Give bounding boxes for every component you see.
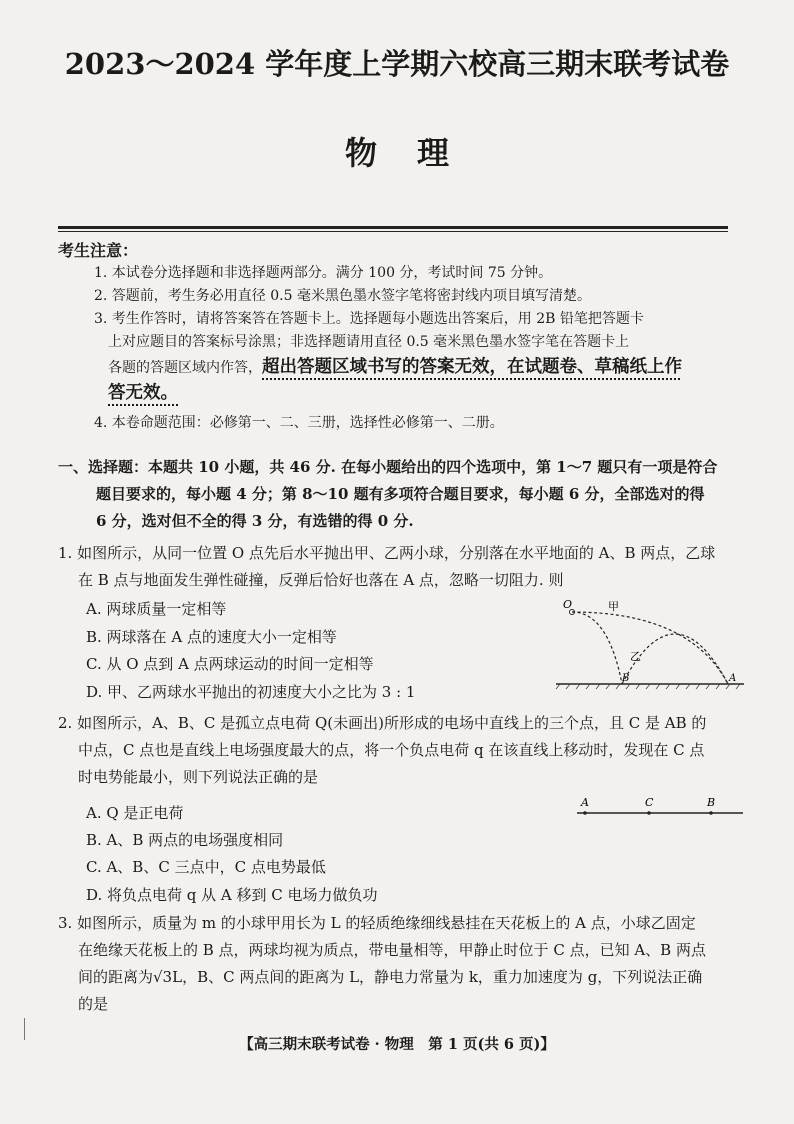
point-b <box>709 811 713 815</box>
question-2-stem <box>58 710 748 791</box>
trajectory-yi-first <box>572 612 622 684</box>
question-1-stem-line2: 在 B 点与地面发生弹性碰撞，反弹后恰好也落在 A 点，忽略一切阻力. 则 <box>78 571 564 589</box>
notice-item-3-line1: 3. 考生作答时，请将答案答在答题卡上。选择题每小题选出答案后，用 2B 铅笔把答题卡 <box>94 311 644 327</box>
label-c: C <box>645 796 654 809</box>
label-b: B <box>707 796 716 809</box>
question-1-option-c[interactable]: C. 从 O 点到 A 点两球运动的时间一定相等 <box>86 655 374 673</box>
trajectory-jia <box>572 612 728 684</box>
question-2-option-b[interactable]: B. A、B 两点的电场强度相同 <box>86 831 284 849</box>
notice-item-3-text: 各题的答题区域内作答， <box>108 360 262 376</box>
field-line-diagram <box>575 793 745 823</box>
question-2-stem-line1: 2. 如图所示，A、B、C 是孤立点电荷 Q(未画出)所形成的电场中直线上的三个点，且 C 是 AB 的 <box>58 714 707 732</box>
question-1-stem <box>58 540 748 594</box>
section-line-1: 一、选择题：本题共 10 小题，共 46 分. 在每小题给出的四个选项中，第 1～7 题只有一项是符合 <box>58 458 718 476</box>
projectile-diagram <box>550 594 750 694</box>
notice-item-2: 2. 答题前，考生务必用直径 0.5 毫米黑色墨水签字笔将密封线内项目填写清楚。 <box>94 288 591 304</box>
notice-item-4-prefix: 4. 本卷命题范围： <box>94 415 210 431</box>
label-yi: 乙 <box>630 650 641 663</box>
section-line-3: 6 分，选对但不全的得 3 分，有选错的得 0 分. <box>96 512 414 530</box>
label-o: O <box>563 598 573 611</box>
notice-item-1: 1. 本试卷分选择题和非选择题两部分。满分 100 分，考试时间 75 分钟。 <box>94 265 553 281</box>
header-divider-thin <box>58 231 728 232</box>
question-3-stem-line2: 在绝缘天花板上的 B 点，两球均视为质点，带电量相等，甲静止时位于 C 点，已知 A、B 两点 <box>78 941 706 959</box>
question-2-option-c[interactable]: C. A、B、C 三点中，C 点电势最低 <box>86 858 326 876</box>
question-1-option-d[interactable]: D. 甲、乙两球水平抛出的初速度大小之比为 3 : 1 <box>86 683 416 701</box>
question-1-option-a[interactable]: A. 两球质量一定相等 <box>86 600 227 618</box>
question-2-stem-line3: 时电势能最小，则下列说法正确的是 <box>78 768 319 786</box>
label-jia: 甲 <box>608 600 619 613</box>
notice-emphasis-1: 超出答题区域书写的答案无效，在试题卷、草稿纸上作 <box>262 357 682 377</box>
notice-item-3-line4 <box>94 380 744 406</box>
notice-list <box>94 262 744 435</box>
question-3-stem <box>58 910 748 1018</box>
notice-item-4 <box>94 412 744 435</box>
notice-heading: 考生注意： <box>58 241 139 260</box>
notice-item-3-line3 <box>94 354 744 380</box>
question-2-stem-line2: 中点，C 点也是直线上电场强度最大的点，将一个负点电荷 q 在该直线上移动时，发现在 C 点 <box>78 741 705 759</box>
question-2-option-d[interactable]: D. 将负点电荷 q 从 A 移到 C 电场力做负功 <box>86 886 378 904</box>
question-1-option-b[interactable]: B. 两球落在 A 点的速度大小一定相等 <box>86 628 337 646</box>
label-a: A <box>729 673 737 684</box>
section-line-2: 题目要求的，每小题 4 分；第 8～10 题有多项符合题目要求，每小题 6 分，全部选对的得 <box>96 485 705 503</box>
section-choice-heading <box>58 454 748 535</box>
notice-item-3 <box>94 308 744 406</box>
point-a <box>583 811 587 815</box>
question-3-stem-line3: 间的距离为√3L，B、C 两点间的距离为 L，静电力常量为 k，重力加速度为 g，下列说法正确 <box>78 968 703 986</box>
question-2-option-a[interactable]: A. Q 是正电荷 <box>86 804 184 822</box>
label-b: B <box>622 673 630 684</box>
question-1-stem-line1: 1. 如图所示，从同一位置 O 点先后水平抛出甲、乙两小球，分别落在水平地面的 A、B 两点，乙球 <box>58 544 716 562</box>
label-a: A <box>581 796 589 809</box>
subject-title: 物理 <box>344 134 489 172</box>
notice-item-3-line2: 上对应题目的答案标号涂黑；非选择题请用直径 0.5 毫米黑色墨水签字笔在答题卡上 <box>108 334 630 350</box>
notice-item-4-scope: 必修第一、二、三册，选择性必修第一、二册。 <box>209 415 504 431</box>
exam-title: 2023～2024 学年度上学期六校高三期末联考试卷 <box>64 47 730 81</box>
point-c <box>647 811 651 815</box>
page-footer: 【高三期末联考试卷 · 物理 第 1 页(共 6 页)】 <box>239 1036 555 1053</box>
notice-emphasis-2: 答无效。 <box>108 383 178 403</box>
question-3-stem-line4: 的是 <box>78 995 109 1013</box>
question-3-stem-line1: 3. 如图所示，质量为 m 的小球甲用长为 L 的轻质绝缘细线悬挂在天花板上的 A 点，小球乙固定 <box>58 914 696 932</box>
header-divider-thick <box>58 226 728 229</box>
